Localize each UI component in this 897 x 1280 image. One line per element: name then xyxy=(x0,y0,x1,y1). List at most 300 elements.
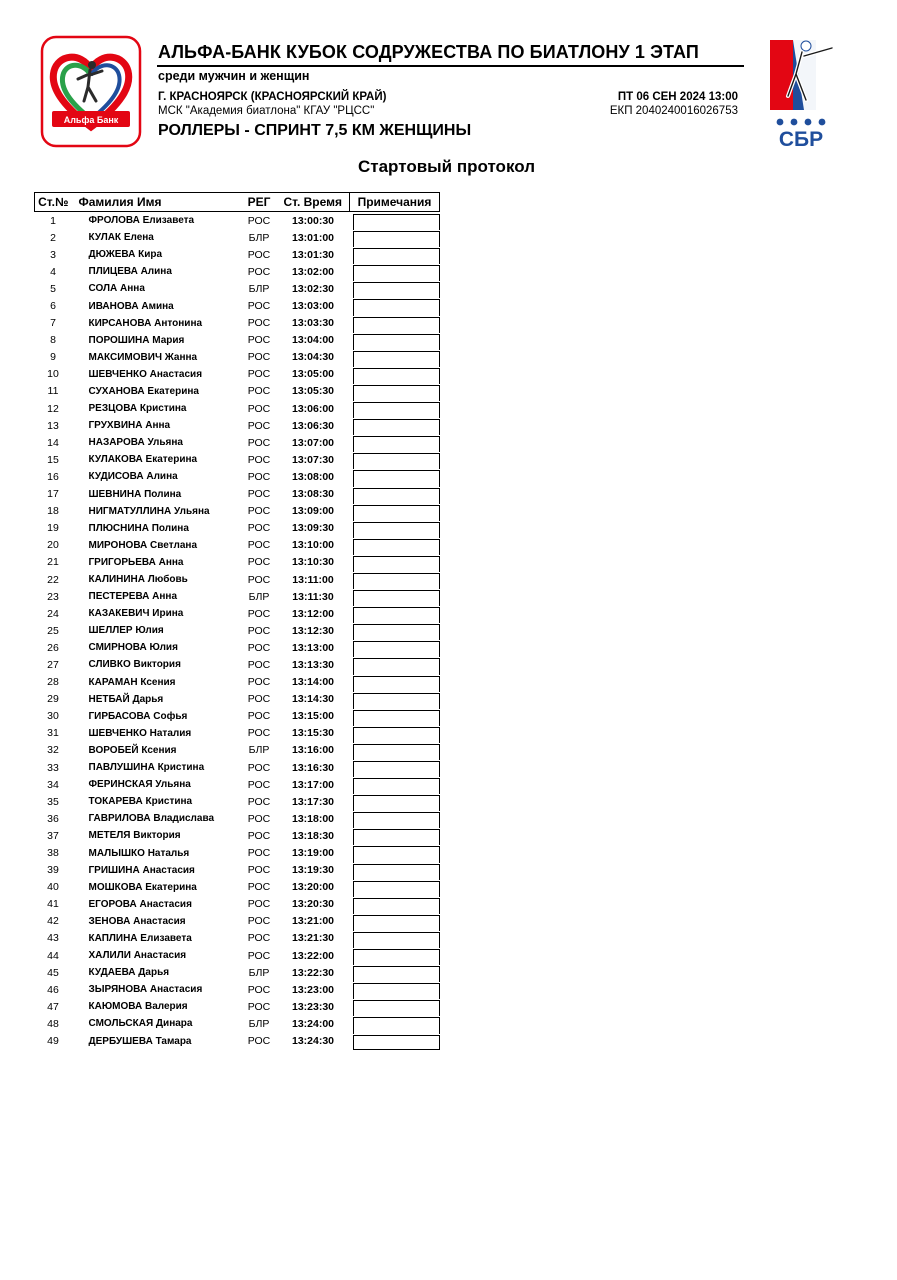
table-row xyxy=(35,810,440,827)
notes-box xyxy=(353,864,440,880)
column-header-notes: Примечания xyxy=(350,193,440,212)
notes-box xyxy=(353,385,440,401)
notes-cell xyxy=(350,656,440,673)
notes-cell xyxy=(350,503,440,520)
athlete-name: ГРИШИНА Анастасия xyxy=(88,864,195,876)
alfa-bank-logo-text: Альфа Банк xyxy=(63,115,119,125)
table-row xyxy=(35,315,440,332)
athlete-name: ФЕРИНСКАЯ Ульяна xyxy=(88,779,191,791)
notes-box xyxy=(353,1017,440,1033)
start-number: 36 xyxy=(47,812,59,825)
notes-box xyxy=(353,351,440,367)
athlete-name: КУДИСОВА Алина xyxy=(88,471,178,483)
start-time: 13:08:00 xyxy=(291,470,335,483)
notes-cell xyxy=(350,366,440,383)
table-row xyxy=(35,486,440,503)
notes-box xyxy=(353,795,440,811)
region-code: РОС xyxy=(247,795,271,808)
document-title: Стартовый протокол xyxy=(358,157,535,176)
notes-box xyxy=(353,761,440,777)
table-row xyxy=(35,844,440,861)
athlete-name: КУЛАК Елена xyxy=(88,232,154,244)
region-code: РОС xyxy=(247,983,271,996)
notes-box xyxy=(353,402,440,418)
column-header-region: РЕГ xyxy=(242,193,277,212)
start-time: 13:11:30 xyxy=(292,590,334,603)
table-row xyxy=(35,896,440,913)
notes-cell xyxy=(350,998,440,1015)
notes-cell xyxy=(350,554,440,571)
start-time: 13:08:30 xyxy=(291,488,335,501)
table-row xyxy=(35,964,440,981)
athlete-name: ШЕВЧЕНКО Анастасия xyxy=(88,368,203,380)
table-row xyxy=(35,383,440,400)
start-number: 32 xyxy=(47,744,59,757)
region-code: РОС xyxy=(247,1035,271,1048)
table-row xyxy=(35,725,440,742)
start-time: 13:09:00 xyxy=(291,505,335,518)
start-time: 13:02:00 xyxy=(291,265,335,278)
sbr-logo xyxy=(766,34,842,150)
region-code: РОС xyxy=(247,829,271,842)
region-code: РОС xyxy=(247,641,271,654)
notes-cell xyxy=(350,793,440,810)
table-row xyxy=(35,571,440,588)
region-code: РОС xyxy=(247,898,271,911)
athlete-name: КИРСАНОВА Антонина xyxy=(88,317,203,329)
notes-cell xyxy=(350,263,440,280)
athlete-name: ГАВРИЛОВА Владислава xyxy=(88,813,215,825)
start-number: 12 xyxy=(47,402,59,415)
notes-cell xyxy=(350,742,440,759)
athlete-name: НЕТБАЙ Дарья xyxy=(88,693,164,705)
athlete-name: КАЛИНИНА Любовь xyxy=(88,574,188,586)
start-time: 13:03:00 xyxy=(291,300,335,313)
start-number: 31 xyxy=(47,727,59,740)
notes-cell xyxy=(350,229,440,246)
table-row xyxy=(35,246,440,263)
notes-cell xyxy=(350,315,440,332)
start-number: 38 xyxy=(47,847,59,860)
notes-box xyxy=(353,556,440,572)
athlete-name: СУХАНОВА Екатерина xyxy=(88,385,199,397)
start-time: 13:03:30 xyxy=(291,317,335,330)
start-number: 14 xyxy=(47,436,59,449)
race-date: ПТ 06 СЕН 2024 13:00 xyxy=(617,91,738,103)
start-number: 20 xyxy=(47,539,59,552)
notes-cell xyxy=(350,383,440,400)
notes-cell xyxy=(350,280,440,297)
start-number: 15 xyxy=(47,453,59,466)
notes-box xyxy=(353,231,440,247)
athlete-name: ГИРБАСОВА Софья xyxy=(88,710,188,722)
region-code: РОС xyxy=(247,453,271,466)
start-time: 13:06:30 xyxy=(291,419,335,432)
region-code: РОС xyxy=(247,317,271,330)
athlete-name: ЕГОРОВА Анастасия xyxy=(88,898,192,910)
start-time: 13:20:30 xyxy=(291,898,335,911)
notes-cell xyxy=(350,622,440,639)
start-time: 13:13:30 xyxy=(291,658,335,671)
athlete-name: ПЛИЦЕВА Алина xyxy=(88,266,172,278)
notes-cell xyxy=(350,674,440,691)
athlete-name: ПАВЛУШИНА Кристина xyxy=(88,762,205,774)
athlete-name: МАКСИМОВИЧ Жанна xyxy=(88,351,198,363)
table-row xyxy=(35,622,440,639)
start-number: 16 xyxy=(47,470,59,483)
start-number: 1 xyxy=(50,214,56,227)
notes-box xyxy=(353,932,440,948)
notes-cell xyxy=(350,776,440,793)
region-code: РОС xyxy=(247,812,271,825)
table-row xyxy=(35,656,440,673)
notes-cell xyxy=(350,691,440,708)
notes-box xyxy=(353,829,440,845)
notes-box xyxy=(353,983,440,999)
start-number: 22 xyxy=(47,573,59,586)
athlete-name: МИРОНОВА Светлана xyxy=(88,539,198,551)
start-number: 19 xyxy=(47,522,59,535)
athlete-name: СЛИВКО Виктория xyxy=(88,659,181,671)
notes-cell xyxy=(350,520,440,537)
athlete-name: ВОРОБЕЙ Ксения xyxy=(88,744,177,756)
notes-box xyxy=(353,1035,440,1050)
notes-box xyxy=(353,881,440,897)
start-number: 33 xyxy=(47,761,59,774)
table-row xyxy=(35,879,440,896)
start-time: 13:10:00 xyxy=(291,539,335,552)
region-code: РОС xyxy=(247,710,271,723)
table-row xyxy=(35,417,440,434)
start-number: 13 xyxy=(47,419,59,432)
athlete-name: КАЗАКЕВИЧ Ирина xyxy=(88,608,184,620)
athlete-name: ЗЫРЯНОВА Анастасия xyxy=(88,984,203,996)
table-row xyxy=(35,400,440,417)
region-code: РОС xyxy=(247,676,271,689)
table-row xyxy=(35,913,440,930)
title-divider xyxy=(157,65,744,67)
athlete-name: ШЕВНИНА Полина xyxy=(88,488,182,500)
start-list-body xyxy=(35,212,440,1050)
region-code: РОС xyxy=(247,505,271,518)
athlete-name: ДЕРБУШЕВА Тамара xyxy=(88,1035,192,1047)
start-time: 13:02:30 xyxy=(291,282,335,295)
notes-cell xyxy=(350,879,440,896)
notes-cell xyxy=(350,537,440,554)
start-time: 13:07:30 xyxy=(291,453,335,466)
region-code: РОС xyxy=(247,607,271,620)
column-header-name: Фамилия Имя xyxy=(72,193,242,212)
athlete-name: КУДАЕВА Дарья xyxy=(88,967,170,979)
start-time: 13:01:00 xyxy=(291,231,335,244)
region-code: РОС xyxy=(247,265,271,278)
start-number: 44 xyxy=(47,949,59,962)
table-row xyxy=(35,554,440,571)
start-time: 13:21:30 xyxy=(291,932,335,945)
notes-box xyxy=(353,590,440,606)
region-code: РОС xyxy=(247,368,271,381)
start-time: 13:10:30 xyxy=(291,556,335,569)
notes-box xyxy=(353,453,440,469)
notes-box xyxy=(353,573,440,589)
athlete-name: ГРИГОРЬЕВА Анна xyxy=(88,556,184,568)
notes-box xyxy=(353,317,440,333)
notes-cell xyxy=(350,981,440,998)
notes-cell xyxy=(350,417,440,434)
notes-cell xyxy=(350,588,440,605)
start-number: 39 xyxy=(47,864,59,877)
region-code: РОС xyxy=(247,470,271,483)
start-time: 13:14:00 xyxy=(291,676,335,689)
notes-cell xyxy=(350,349,440,366)
table-row xyxy=(35,1015,440,1032)
region-code: РОС xyxy=(247,932,271,945)
table-row xyxy=(35,691,440,708)
region-code: РОС xyxy=(247,300,271,313)
region-code: РОС xyxy=(247,693,271,706)
athlete-name: СМОЛЬСКАЯ Динара xyxy=(88,1018,193,1030)
region-code: РОС xyxy=(247,402,271,415)
start-number: 48 xyxy=(47,1017,59,1030)
start-number: 49 xyxy=(47,1035,59,1048)
notes-cell xyxy=(350,639,440,656)
region-code: РОС xyxy=(247,573,271,586)
notes-cell xyxy=(350,964,440,981)
region-code: РОС xyxy=(247,727,271,740)
start-number: 30 xyxy=(47,710,59,723)
start-time: 13:12:30 xyxy=(291,624,335,637)
sbr-logo-text: СБР xyxy=(778,128,824,150)
notes-box xyxy=(353,299,440,315)
start-time: 13:16:00 xyxy=(291,744,335,757)
alfa-bank-cup-logo xyxy=(40,35,142,148)
notes-cell xyxy=(350,1015,440,1032)
notes-box xyxy=(353,522,440,538)
start-number: 28 xyxy=(47,676,59,689)
start-time: 13:04:00 xyxy=(291,334,335,347)
notes-cell xyxy=(350,947,440,964)
region-code: РОС xyxy=(247,658,271,671)
athlete-name: РЕЗЦОВА Кристина xyxy=(88,403,187,415)
athlete-name: НАЗАРОВА Ульяна xyxy=(88,437,183,449)
region-code: РОС xyxy=(247,539,271,552)
table-row xyxy=(35,263,440,280)
start-number: 47 xyxy=(47,1000,59,1013)
table-row xyxy=(35,280,440,297)
start-time: 13:22:30 xyxy=(291,966,335,979)
notes-box xyxy=(353,248,440,264)
table-row xyxy=(35,605,440,622)
notes-cell xyxy=(350,896,440,913)
table-row xyxy=(35,639,440,656)
notes-box xyxy=(353,214,440,230)
notes-box xyxy=(353,641,440,657)
table-row xyxy=(35,981,440,998)
notes-box xyxy=(353,282,440,298)
athlete-name: ШЕЛЛЕР Юлия xyxy=(88,625,164,637)
start-number: 46 xyxy=(47,983,59,996)
region-code: РОС xyxy=(247,624,271,637)
athlete-name: ПЛЮСНИНА Полина xyxy=(88,522,189,534)
start-number: 3 xyxy=(50,248,56,261)
notes-box xyxy=(353,727,440,743)
start-number: 17 xyxy=(47,488,59,501)
notes-cell xyxy=(350,844,440,861)
ekp-code: ЕКП 2040240016026753 xyxy=(609,105,738,117)
athlete-name: ПЕСТЕРЕВА Анна xyxy=(88,591,178,603)
region-code: БЛР xyxy=(248,1017,270,1030)
start-number: 7 xyxy=(50,317,56,330)
table-header-row xyxy=(35,193,440,212)
region-code: РОС xyxy=(247,436,271,449)
start-time: 13:23:00 xyxy=(291,983,335,996)
notes-box xyxy=(353,368,440,384)
region-code: РОС xyxy=(247,556,271,569)
column-header-start-number: Ст.№ xyxy=(35,193,72,212)
start-number: 45 xyxy=(47,966,59,979)
start-time: 13:11:00 xyxy=(292,573,334,586)
start-number: 24 xyxy=(47,607,59,620)
athlete-name: ДЮЖЕВА Кира xyxy=(88,249,163,261)
region-code: РОС xyxy=(247,248,271,261)
event-subtitle: среди мужчин и женщин xyxy=(158,69,310,83)
start-number: 21 xyxy=(47,556,59,569)
notes-cell xyxy=(350,297,440,314)
column-header-start-time: Ст. Время xyxy=(277,193,350,212)
table-row xyxy=(35,451,440,468)
notes-box xyxy=(353,607,440,623)
region-code: РОС xyxy=(247,351,271,364)
athlete-name: СМИРНОВА Юлия xyxy=(88,642,178,654)
table-row xyxy=(35,520,440,537)
start-number: 40 xyxy=(47,881,59,894)
start-time: 13:01:30 xyxy=(291,248,335,261)
notes-box xyxy=(353,419,440,435)
start-number: 8 xyxy=(50,334,56,347)
athlete-name: КАРАМАН Ксения xyxy=(88,676,176,688)
region-code: РОС xyxy=(247,881,271,894)
notes-cell xyxy=(350,212,440,230)
athlete-name: КАПЛИНА Елизавета xyxy=(88,932,192,944)
start-time: 13:13:00 xyxy=(291,641,335,654)
notes-box xyxy=(353,1000,440,1016)
notes-cell xyxy=(350,827,440,844)
notes-cell xyxy=(350,708,440,725)
start-time: 13:16:30 xyxy=(291,761,335,774)
start-number: 37 xyxy=(47,829,59,842)
table-row xyxy=(35,332,440,349)
notes-cell xyxy=(350,862,440,879)
start-time: 13:19:30 xyxy=(291,864,335,877)
start-number: 35 xyxy=(47,795,59,808)
event-venue: МСК "Академия биатлона" КГАУ "РЦСС" xyxy=(158,105,375,117)
notes-box xyxy=(353,812,440,828)
start-number: 42 xyxy=(47,915,59,928)
table-row xyxy=(35,742,440,759)
start-time: 13:09:30 xyxy=(291,522,335,535)
start-number: 18 xyxy=(47,505,59,518)
start-time: 13:00:30 xyxy=(291,214,335,227)
athlete-name: НИГМАТУЛЛИНА Ульяна xyxy=(88,505,210,517)
event-city: Г. КРАСНОЯРСК (КРАСНОЯРСКИЙ КРАЙ) xyxy=(158,91,387,103)
notes-box xyxy=(353,265,440,281)
notes-cell xyxy=(350,434,440,451)
start-time: 13:14:30 xyxy=(291,693,335,706)
table-row xyxy=(35,674,440,691)
start-number: 43 xyxy=(47,932,59,945)
table-row xyxy=(35,793,440,810)
start-time: 13:19:00 xyxy=(291,847,335,860)
start-time: 13:18:00 xyxy=(291,812,335,825)
start-number: 27 xyxy=(47,658,59,671)
athlete-name: ИВАНОВА Амина xyxy=(88,300,174,312)
notes-box xyxy=(353,778,440,794)
table-row xyxy=(35,776,440,793)
notes-cell xyxy=(350,451,440,468)
region-code: БЛР xyxy=(248,282,270,295)
race-name: РОЛЛЕРЫ - СПРИНТ 7,5 КМ ЖЕНЩИНЫ xyxy=(158,122,472,139)
start-time: 13:12:00 xyxy=(291,607,335,620)
region-code: РОС xyxy=(247,847,271,860)
notes-box xyxy=(353,744,440,760)
event-title: АЛЬФА-БАНК КУБОК СОДРУЖЕСТВА ПО БИАТЛОНУ 1 ЭТАП xyxy=(158,42,699,62)
notes-box xyxy=(353,470,440,486)
start-time: 13:07:00 xyxy=(291,436,335,449)
start-number: 4 xyxy=(50,265,56,278)
notes-box xyxy=(353,334,440,350)
table-row xyxy=(35,947,440,964)
region-code: РОС xyxy=(247,864,271,877)
table-row xyxy=(35,930,440,947)
athlete-name: ФРОЛОВА Елизавета xyxy=(88,215,195,227)
notes-box xyxy=(353,898,440,914)
start-time: 13:23:30 xyxy=(291,1000,335,1013)
start-time: 13:17:00 xyxy=(291,778,335,791)
region-code: БЛР xyxy=(248,966,270,979)
notes-cell xyxy=(350,605,440,622)
table-row xyxy=(35,759,440,776)
region-code: РОС xyxy=(247,488,271,501)
athlete-name: ПОРОШИНА Мария xyxy=(88,334,185,346)
notes-cell xyxy=(350,930,440,947)
region-code: РОС xyxy=(247,949,271,962)
table-row xyxy=(35,229,440,246)
region-code: РОС xyxy=(247,334,271,347)
region-code: БЛР xyxy=(248,231,270,244)
notes-cell xyxy=(350,246,440,263)
start-time: 13:04:30 xyxy=(291,351,335,364)
athlete-name: ТОКАРЕВА Кристина xyxy=(88,796,193,808)
notes-cell xyxy=(350,913,440,930)
start-list-table xyxy=(34,192,440,1050)
start-number: 34 xyxy=(47,778,59,791)
start-time: 13:18:30 xyxy=(291,829,335,842)
athlete-name: ЗЕНОВА Анастасия xyxy=(88,915,186,927)
notes-cell xyxy=(350,759,440,776)
notes-box xyxy=(353,436,440,452)
start-number: 26 xyxy=(47,641,59,654)
athlete-name: МАЛЫШКО Наталья xyxy=(88,847,190,859)
athlete-name: СОЛА Анна xyxy=(88,283,145,295)
region-code: РОС xyxy=(247,778,271,791)
notes-box xyxy=(353,710,440,726)
start-time: 13:15:00 xyxy=(291,710,335,723)
notes-box xyxy=(353,488,440,504)
notes-box xyxy=(353,624,440,640)
table-row xyxy=(35,708,440,725)
notes-box xyxy=(353,676,440,692)
region-code: РОС xyxy=(247,385,271,398)
